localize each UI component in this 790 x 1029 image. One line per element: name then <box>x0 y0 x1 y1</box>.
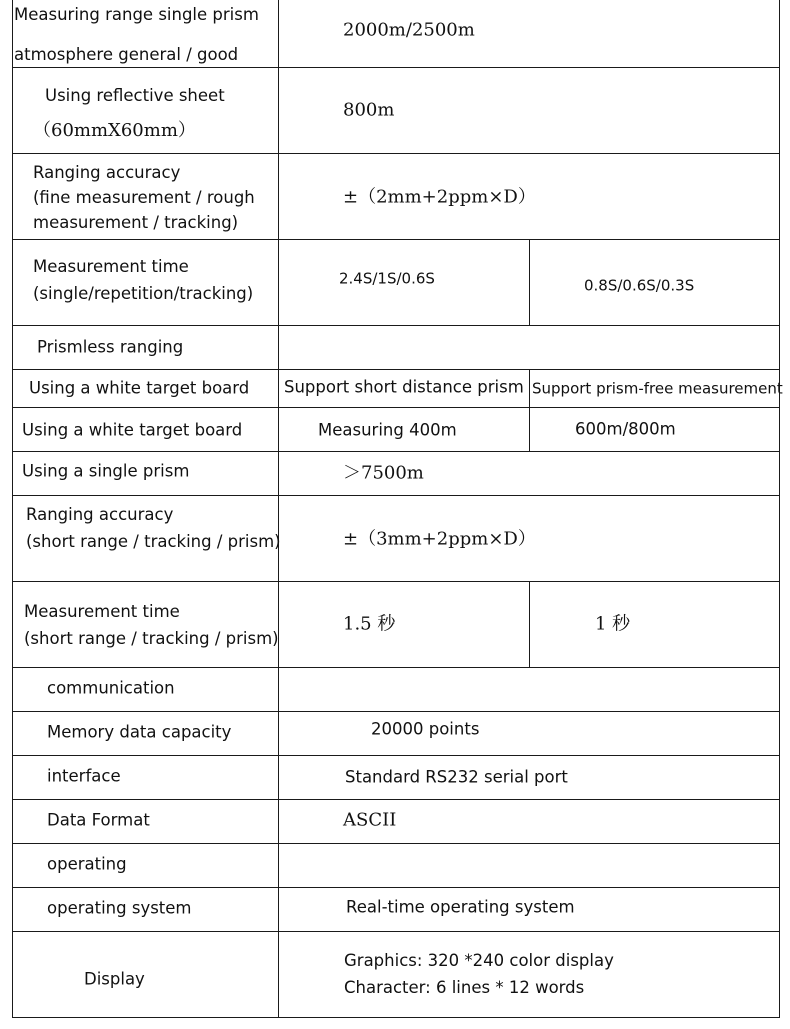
row-value: ASCII <box>343 809 397 831</box>
row-label: communication <box>47 678 175 698</box>
row-value: 2000m/2500m <box>343 19 475 41</box>
row-divider <box>12 667 780 668</box>
column-divider <box>529 240 530 326</box>
row-value: ＞7500m <box>343 462 424 484</box>
row-label: Data Format <box>47 810 150 830</box>
table-right-border <box>779 0 780 1018</box>
row-value-b: Support prism-free measurement <box>532 379 783 398</box>
row-value-a: Support short distance prism <box>284 377 524 397</box>
row-label: atmosphere general / good <box>14 45 239 64</box>
row-label: Memory data capacity <box>47 722 232 742</box>
row-label: (fine measurement / rough <box>33 188 255 207</box>
row-label: Display <box>84 969 145 989</box>
row-label: Using a white target board <box>29 378 250 398</box>
row-divider <box>12 887 780 888</box>
row-divider <box>12 239 780 240</box>
row-divider <box>12 1017 780 1018</box>
row-divider <box>12 581 780 582</box>
row-value: Graphics: 320 *240 color display <box>344 951 614 970</box>
row-value: ±（3mm+2ppm×D） <box>343 528 536 550</box>
row-label: (single/repetition/tracking) <box>33 284 254 303</box>
row-divider <box>12 67 780 68</box>
row-label: （60mmX60mm） <box>33 120 196 141</box>
row-divider <box>12 931 780 932</box>
row-value-b: 600m/800m <box>575 419 676 439</box>
row-value-a: 2.4S/1S/0.6S <box>339 269 435 288</box>
row-divider <box>12 369 780 370</box>
row-label: Measuring range single prism <box>14 5 259 24</box>
row-label: (short range / tracking / prism) <box>24 629 279 648</box>
row-label: operating <box>47 854 127 874</box>
row-divider <box>12 755 780 756</box>
row-label: Using a white target board <box>22 420 243 440</box>
row-label: Ranging accuracy <box>33 163 181 182</box>
row-value: Real-time operating system <box>346 897 575 917</box>
row-divider <box>12 711 780 712</box>
column-divider <box>278 0 279 1018</box>
row-value: 20000 points <box>371 719 480 739</box>
row-divider <box>12 799 780 800</box>
row-label: Ranging accuracy <box>26 505 174 524</box>
row-divider <box>12 495 780 496</box>
row-value: Standard RS232 serial port <box>345 767 568 787</box>
row-label: interface <box>47 766 121 786</box>
column-divider <box>529 370 530 452</box>
row-divider <box>12 407 780 408</box>
row-value-b: 1 秒 <box>595 613 631 635</box>
row-value: 800m <box>343 99 395 121</box>
row-label: (short range / tracking / prism) <box>26 532 281 551</box>
row-value: ±（2mm+2ppm×D） <box>343 186 536 208</box>
row-divider <box>12 153 780 154</box>
row-divider <box>12 843 780 844</box>
row-label: Measurement time <box>33 257 189 276</box>
row-label: Using reflective sheet <box>45 86 225 105</box>
column-divider <box>529 582 530 668</box>
row-divider <box>12 325 780 326</box>
table-left-border <box>12 0 13 1018</box>
row-label: operating system <box>47 898 192 918</box>
row-value: Character: 6 lines * 12 words <box>344 978 585 997</box>
row-label: Prismless ranging <box>37 337 184 357</box>
row-value-a: 1.5 秒 <box>343 613 396 635</box>
row-value-b: 0.8S/0.6S/0.3S <box>584 276 695 295</box>
row-label: Measurement time <box>24 602 180 621</box>
row-label: Using a single prism <box>22 461 190 481</box>
row-divider <box>12 451 780 452</box>
row-label: measurement / tracking) <box>33 213 239 232</box>
row-value-a: Measuring 400m <box>318 420 457 440</box>
